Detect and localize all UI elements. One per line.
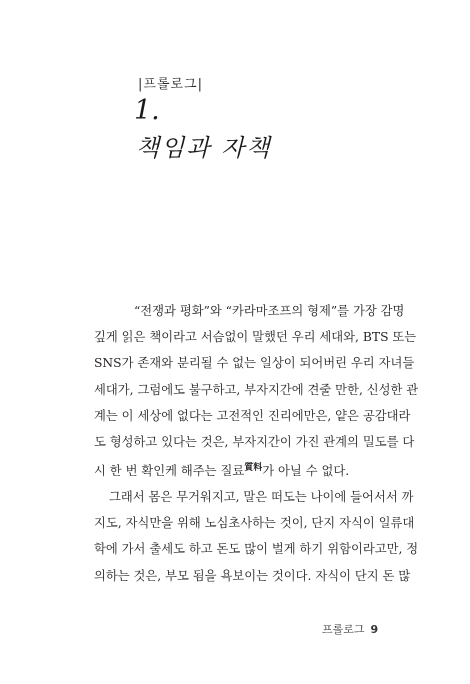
paragraph-1 bbox=[94, 298, 419, 484]
paragraph-line: 시 한 번 확인케 해주는 질료 bbox=[94, 464, 245, 479]
chapter-title: 책임과 자책 bbox=[136, 134, 272, 162]
page-footer bbox=[322, 621, 378, 637]
section-label: |프롤로그| bbox=[138, 77, 203, 92]
hanja-annotation: 質料 bbox=[244, 463, 263, 474]
paragraph-line: 그래서 몸은 무거워지고, 말은 떠도는 나이에 들어서서 까 bbox=[109, 490, 414, 504]
paragraph-line: 깊게 읽은 책이라고 서슴없이 말했던 우리 세대와, BTS 또는 bbox=[94, 330, 417, 345]
paragraph-2 bbox=[94, 484, 419, 589]
paragraph-line: 계는 이 세상에 없다는 고전적인 진리에만은, 얕은 공감대라 bbox=[94, 408, 411, 423]
paragraph-line: SNS가 존재와 분리될 수 없는 일상이 되어버린 우리 자녀들 bbox=[94, 356, 415, 371]
paragraph-line-end: 가 아닐 수 없다. bbox=[262, 464, 350, 479]
page-number: 9 bbox=[370, 623, 379, 636]
paragraph-line: 세대가, 그럼에도 불구하고, 부자지간에 견줄 만한, 신성한 관 bbox=[94, 382, 419, 397]
paragraph-line: 지도, 자식만을 위해 노심초사하는 것이, 단지 자식이 일류대 bbox=[94, 516, 415, 531]
chapter-number: 1. bbox=[134, 95, 160, 126]
paragraph-line: 학에 가서 출세도 하고 돈도 많이 벌게 하기 위함이라고만, 정 bbox=[94, 542, 419, 557]
footer-label: 프롤로그 bbox=[322, 623, 365, 636]
paragraph-line: 의하는 것은, 부모 됨을 욕보이는 것이다. 자식이 단지 돈 많 bbox=[94, 568, 411, 583]
paragraph-line: “전쟁과 평화”와 “카라마조프의 형제”를 가장 감명 bbox=[134, 304, 405, 318]
paragraph-line: 도 형성하고 있다는 것은, 부자지간이 가진 관계의 밀도를 다 bbox=[94, 435, 415, 450]
paragraph-last-line bbox=[94, 455, 384, 484]
